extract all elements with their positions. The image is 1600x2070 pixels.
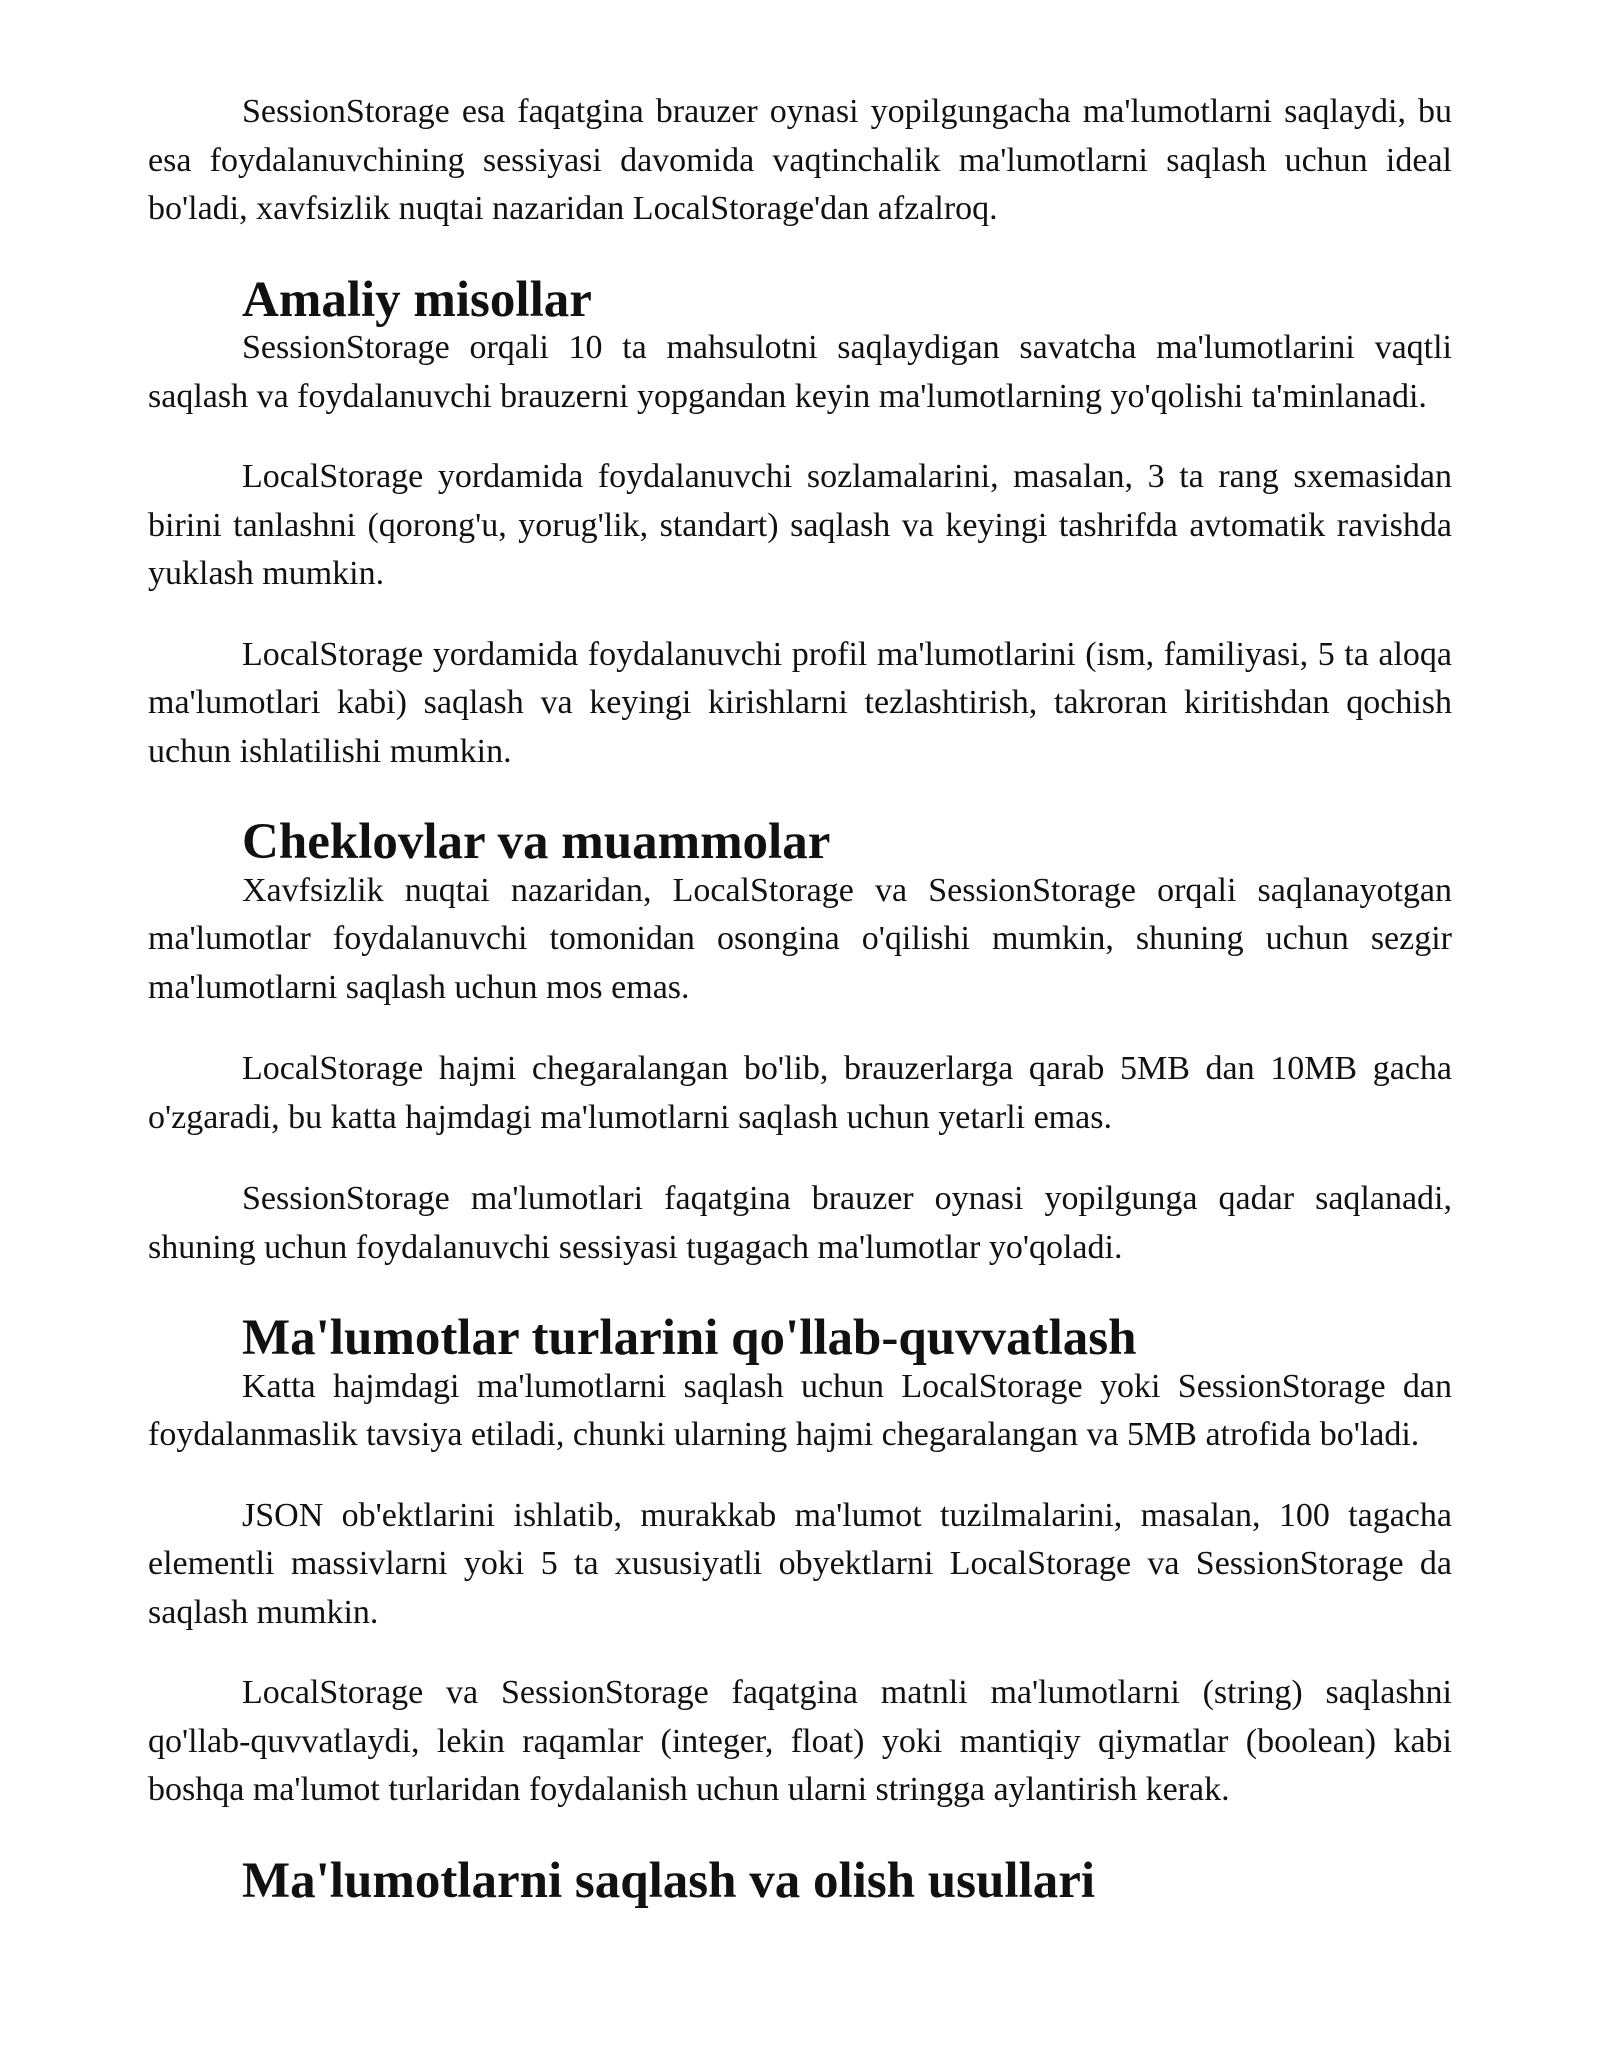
paragraph-types-large-data: Katta hajmdagi ma'lumotlarni saqlash uchun LocalStorage yoki SessionStorage dan foydalanmaslik tavsiya etiladi, chunki ularning hajmi chegaralangan va 5MB atrofida bo'ladi. — [148, 1367, 1452, 1453]
heading-amaliy-misollar: Amaliy misollar — [242, 271, 592, 328]
heading-save-retrieve: Ma'lumotlarni saqlash va olish usullari — [242, 1852, 1096, 1909]
paragraph-example-profile: LocalStorage yordamida foydalanuvchi profil ma'lumotlarini (ism, familiyasi, 5 ta aloqa ma'lumotlari kabi) saqlash va keyingi kirishlarni tezlashtirish, takroran kiritishdan qochish uchun ishlatilishi mumkin. — [148, 635, 1452, 770]
paragraph-example-settings: LocalStorage yordamida foydalanuvchi sozlamalarini, masalan, 3 ta rang sxemasidan birini tanlashni (qorong'u, yorug'lik, standart) saqlash va keyingi tashrifda avtomatik ravishda yuklash mumkin. — [148, 458, 1452, 592]
paragraph-example-cart: SessionStorage orqali 10 ta mahsulotni saqlaydigan savatcha ma'lumotlarini vaqtli saqlash va foydalanuvchi brauzerni yopgandan keyin ma'lumotlarning yo'qolishi ta'minlanadi. — [148, 329, 1452, 415]
paragraph-limit-session: SessionStorage ma'lumotlari faqatgina brauzer oynasi yopilgunga qadar saqlanadi, shuning uchun foydalanuvchi sessiyasi tugagach ma'lumotlar yo'qoladi. — [148, 1180, 1452, 1266]
paragraph-limit-size: LocalStorage hajmi chegaralangan bo'lib, brauzerlarga qarab 5MB dan 10MB gacha o'zgaradi, bu katta hajmdagi ma'lumotlarni saqlash uchun yetarli emas. — [148, 1050, 1452, 1136]
paragraph-types-string: LocalStorage va SessionStorage faqatgina matnli ma'lumotlarni (string) saqlashni qo'llab-quvvatlaydi, lekin raqamlar (integer, float) yoki mantiqiy qiymatlar (boolean) kabi boshqa ma'lumot turlaridan foydalanish uchun ularni stringga aylantirish kerak. — [148, 1674, 1452, 1808]
paragraph-sessionstorage-intro: SessionStorage esa faqatgina brauzer oynasi yopilgungacha ma'lumotlarni saqlaydi, bu esa foydalanuvchining sessiyasi davomida vaqtinchalik ma'lumotlarni saqlash uchun ideal bo'ladi, xavfsizlik nuqtai nazaridan LocalStorage'dan afzalroq. — [148, 93, 1452, 227]
paragraph-limit-security: Xavfsizlik nuqtai nazaridan, LocalStorage va SessionStorage orqali saqlanayotgan ma'lumotlar foydalanuvchi tomonidan osongina o'qilishi mumkin, shuning uchun sezgir ma'lumotlarni saqlash uchun mos emas. — [148, 871, 1452, 1006]
heading-data-types: Ma'lumotlar turlarini qo'llab-quvvatlash — [242, 1310, 1137, 1366]
paragraph-types-json: JSON ob'ektlarini ishlatib, murakkab ma'lumot tuzilmalarini, masalan, 100 tagacha elementli massivlarni yoki 5 ta xususiyatli obyektlarni LocalStorage va SessionStorage da saqlash mumkin. — [148, 1496, 1452, 1631]
heading-cheklovlar: Cheklovlar va muammolar — [242, 814, 831, 870]
document-page — [148, 88, 1452, 1909]
